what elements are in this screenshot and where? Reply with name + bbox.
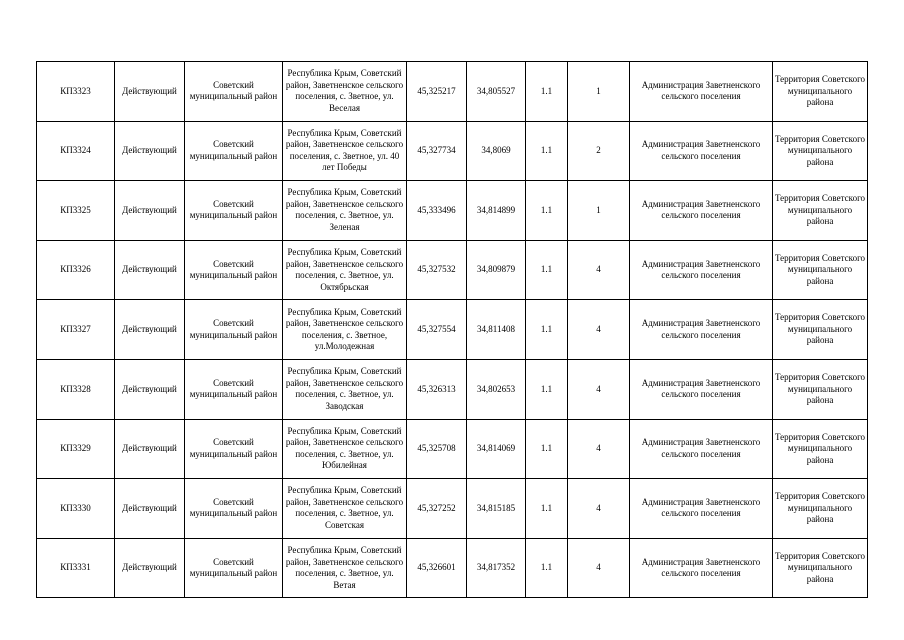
latitude-cell: 45,325217 [407, 62, 467, 122]
type-cell: 1.1 [526, 121, 568, 181]
territory-cell: Территория Советского муниципального района [773, 538, 868, 598]
district-cell: Советский муниципальный район [185, 62, 283, 122]
type-cell: 1.1 [526, 359, 568, 419]
owner-cell: Администрация Заветненского сельского поселения [630, 240, 773, 300]
territory-cell: Территория Советского муниципального района [773, 181, 868, 241]
table-row [37, 121, 868, 181]
registry-table [36, 61, 868, 598]
district-cell: Советский муниципальный район [185, 538, 283, 598]
status-cell: Действующий [115, 121, 185, 181]
site-code-cell: КП3331 [37, 538, 115, 598]
address-cell: Республика Крым, Советский район, Заветненское сельского поселения, с. Зветное, ул. 40 лет Победы [283, 121, 407, 181]
longitude-cell: 34,817352 [467, 538, 526, 598]
container-count-cell: 1 [568, 62, 630, 122]
owner-cell: Администрация Заветненского сельского поселения [630, 479, 773, 539]
status-cell: Действующий [115, 300, 185, 360]
latitude-cell: 45,326601 [407, 538, 467, 598]
status-cell: Действующий [115, 181, 185, 241]
owner-cell: Администрация Заветненского сельского поселения [630, 359, 773, 419]
longitude-cell: 34,814069 [467, 419, 526, 479]
latitude-cell: 45,326313 [407, 359, 467, 419]
district-cell: Советский муниципальный район [185, 419, 283, 479]
address-cell: Республика Крым, Советский район, Заветненское сельского поселения, с. Зветное, ул.Молодежная [283, 300, 407, 360]
type-cell: 1.1 [526, 479, 568, 539]
type-cell: 1.1 [526, 419, 568, 479]
address-cell: Республика Крым, Советский район, Заветненское сельского поселения, с. Зветное, ул. Октябрьская [283, 240, 407, 300]
owner-cell: Администрация Заветненского сельского поселения [630, 538, 773, 598]
latitude-cell: 45,327532 [407, 240, 467, 300]
status-cell: Действующий [115, 359, 185, 419]
status-cell: Действующий [115, 479, 185, 539]
container-count-cell: 4 [568, 359, 630, 419]
latitude-cell: 45,327554 [407, 300, 467, 360]
type-cell: 1.1 [526, 300, 568, 360]
address-cell: Республика Крым, Советский район, Заветненское сельского поселения, с. Зветное, ул. Юбилейная [283, 419, 407, 479]
longitude-cell: 34,814899 [467, 181, 526, 241]
container-count-cell: 4 [568, 538, 630, 598]
address-cell: Республика Крым, Советский район, Заветненское сельского поселения, с. Зветное, ул. Зеленая [283, 181, 407, 241]
territory-cell: Территория Советского муниципального района [773, 419, 868, 479]
type-cell: 1.1 [526, 538, 568, 598]
latitude-cell: 45,325708 [407, 419, 467, 479]
site-code-cell: КП3329 [37, 419, 115, 479]
longitude-cell: 34,809879 [467, 240, 526, 300]
territory-cell: Территория Советского муниципального района [773, 300, 868, 360]
latitude-cell: 45,333496 [407, 181, 467, 241]
longitude-cell: 34,8069 [467, 121, 526, 181]
territory-cell: Территория Советского муниципального района [773, 479, 868, 539]
owner-cell: Администрация Заветненского сельского поселения [630, 121, 773, 181]
longitude-cell: 34,802653 [467, 359, 526, 419]
latitude-cell: 45,327252 [407, 479, 467, 539]
latitude-cell: 45,327734 [407, 121, 467, 181]
district-cell: Советский муниципальный район [185, 240, 283, 300]
address-cell: Республика Крым, Советский район, Заветненское сельского поселения, с. Зветное, ул. Советская [283, 479, 407, 539]
registry-table-body [37, 62, 868, 598]
owner-cell: Администрация Заветненского сельского поселения [630, 419, 773, 479]
table-row [37, 359, 868, 419]
type-cell: 1.1 [526, 240, 568, 300]
territory-cell: Территория Советского муниципального района [773, 121, 868, 181]
address-cell: Республика Крым, Советский район, Заветненское сельского поселения, с. Зветное, ул. Веселая [283, 62, 407, 122]
district-cell: Советский муниципальный район [185, 359, 283, 419]
container-count-cell: 4 [568, 240, 630, 300]
longitude-cell: 34,805527 [467, 62, 526, 122]
status-cell: Действующий [115, 538, 185, 598]
table-row [37, 538, 868, 598]
container-count-cell: 2 [568, 121, 630, 181]
owner-cell: Администрация Заветненского сельского поселения [630, 181, 773, 241]
address-cell: Республика Крым, Советский район, Заветненское сельского поселения, с. Зветное, ул. Ветая [283, 538, 407, 598]
owner-cell: Администрация Заветненского сельского поселения [630, 300, 773, 360]
status-cell: Действующий [115, 62, 185, 122]
table-row [37, 181, 868, 241]
status-cell: Действующий [115, 240, 185, 300]
site-code-cell: КП3328 [37, 359, 115, 419]
district-cell: Советский муниципальный район [185, 121, 283, 181]
address-cell: Республика Крым, Советский район, Заветненское сельского поселения, с. Зветное, ул. Заводская [283, 359, 407, 419]
site-code-cell: КП3325 [37, 181, 115, 241]
site-code-cell: КП3324 [37, 121, 115, 181]
site-code-cell: КП3330 [37, 479, 115, 539]
type-cell: 1.1 [526, 62, 568, 122]
site-code-cell: КП3327 [37, 300, 115, 360]
territory-cell: Территория Советского муниципального района [773, 240, 868, 300]
longitude-cell: 34,811408 [467, 300, 526, 360]
table-row [37, 479, 868, 539]
district-cell: Советский муниципальный район [185, 300, 283, 360]
table-row [37, 419, 868, 479]
type-cell: 1.1 [526, 181, 568, 241]
territory-cell: Территория Советского муниципального района [773, 359, 868, 419]
district-cell: Советский муниципальный район [185, 181, 283, 241]
district-cell: Советский муниципальный район [185, 479, 283, 539]
container-count-cell: 4 [568, 300, 630, 360]
container-count-cell: 4 [568, 419, 630, 479]
status-cell: Действующий [115, 419, 185, 479]
territory-cell: Территория Советского муниципального района [773, 62, 868, 122]
table-row [37, 62, 868, 122]
container-count-cell: 1 [568, 181, 630, 241]
container-count-cell: 4 [568, 479, 630, 539]
table-row [37, 240, 868, 300]
longitude-cell: 34,815185 [467, 479, 526, 539]
site-code-cell: КП3323 [37, 62, 115, 122]
site-code-cell: КП3326 [37, 240, 115, 300]
table-row [37, 300, 868, 360]
owner-cell: Администрация Заветненского сельского поселения [630, 62, 773, 122]
